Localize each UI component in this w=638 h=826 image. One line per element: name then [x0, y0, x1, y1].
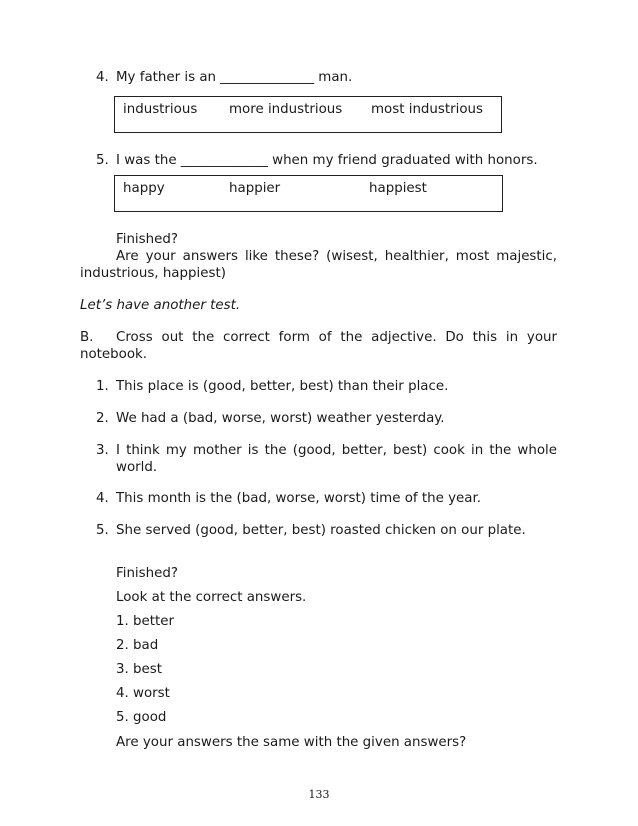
section-instruction: Cross out the correct form of the adjective. Do this in your: [116, 330, 557, 345]
item-sentence: We had a (bad, worse, worst) weather yesterday.: [116, 411, 445, 426]
choice-option: industrious: [123, 102, 198, 117]
answer-item: 5. good: [116, 710, 167, 725]
item-sentence: I was the _____________ when my friend graduated with honors.: [116, 153, 538, 168]
answer-item: 3. best: [116, 662, 162, 677]
item-number: 3.: [96, 443, 109, 458]
answer-check-line: Are your answers like these? (wisest, healthier, most majestic,: [116, 249, 557, 264]
item-sentence: I think my mother is the (good, better, best) cook in the whole: [116, 443, 557, 458]
section-label: B.: [80, 330, 94, 345]
page-number: 133: [308, 788, 330, 801]
item-sentence: This place is (good, better, best) than their place.: [116, 379, 449, 394]
item-sentence: world.: [116, 460, 158, 475]
section-instruction: notebook.: [80, 347, 148, 362]
choice-option: most industrious: [371, 102, 484, 117]
answer-item: 4. worst: [116, 686, 170, 701]
item-number: 4.: [96, 491, 109, 506]
item-number: 4.: [96, 70, 109, 85]
item-number: 5.: [96, 153, 109, 168]
answer-item: 2. bad: [116, 638, 159, 653]
item-sentence: She served (good, better, best) roasted chicken on our plate.: [116, 523, 526, 538]
answer-check-line: industrious, happiest): [80, 266, 226, 281]
choice-box: [114, 96, 502, 133]
closing-question: Are your answers the same with the given answers?: [116, 735, 467, 750]
finished-prompt: Finished?: [116, 566, 178, 581]
item-number: 5.: [96, 523, 109, 538]
choice-option: happiest: [369, 181, 427, 196]
choice-box: [114, 175, 503, 212]
another-test-heading: Let’s have another test.: [80, 298, 241, 313]
answer-item: 1. better: [116, 614, 175, 629]
choice-option: happy: [123, 181, 165, 196]
item-number: 2.: [96, 411, 109, 426]
item-sentence: This month is the (bad, worse, worst) time of the year.: [116, 491, 482, 506]
choice-option: happier: [229, 181, 281, 196]
choice-option: more industrious: [229, 102, 343, 117]
item-sentence: My father is an ______________ man.: [116, 70, 353, 85]
item-number: 1.: [96, 379, 109, 394]
finished-prompt: Finished?: [116, 232, 178, 247]
answers-intro: Look at the correct answers.: [116, 590, 307, 605]
